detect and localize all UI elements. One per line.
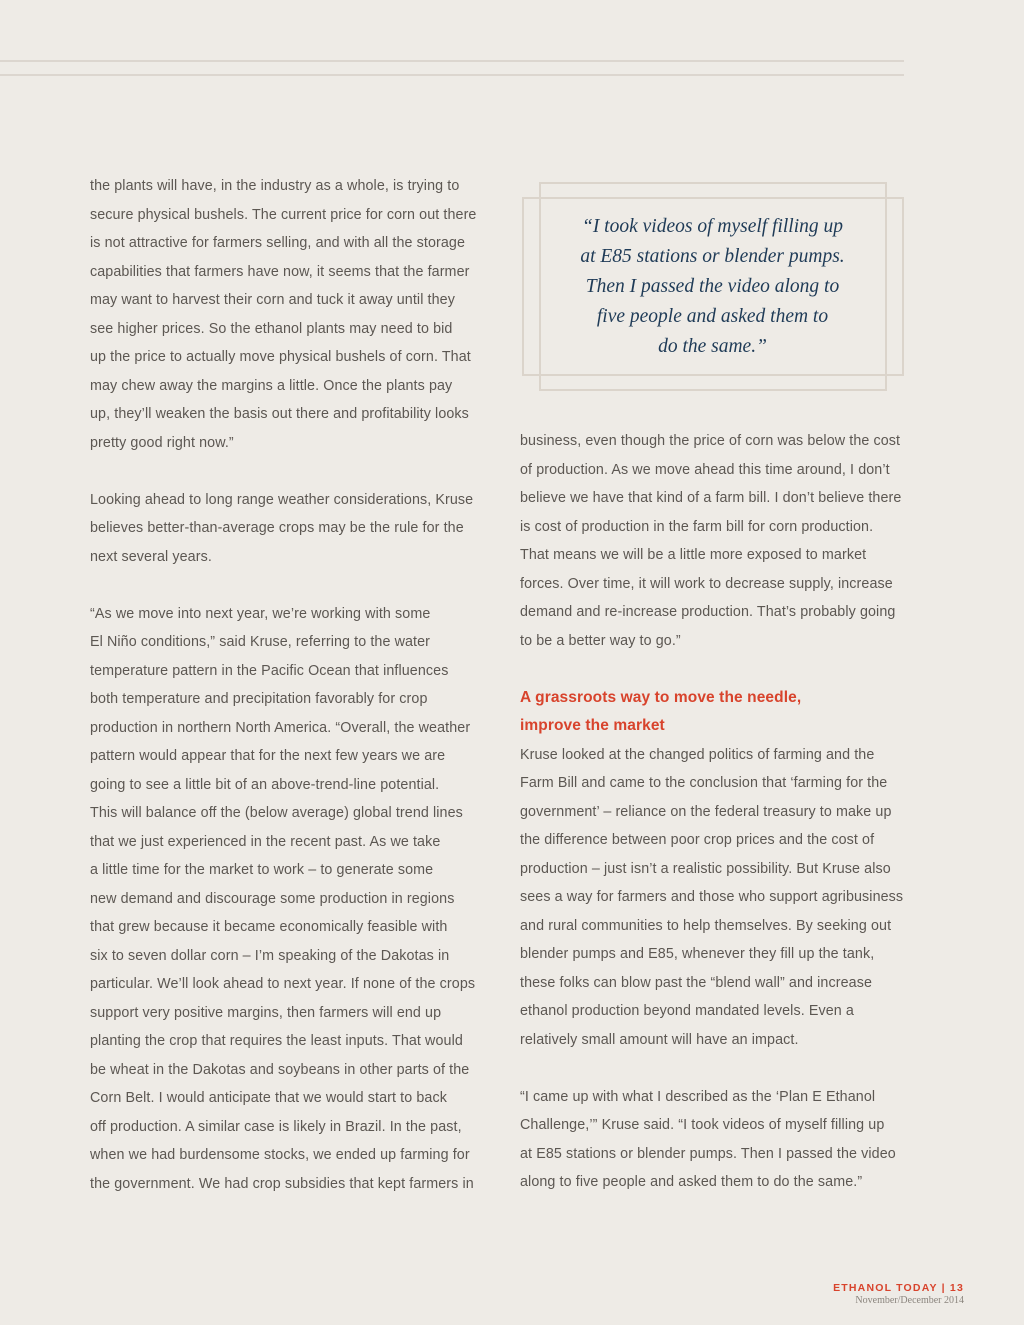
text-line: forces. Over time, it will work to decrease supply, increase — [520, 575, 893, 592]
text-line: at E85 stations or blender pumps. Then I passed the video — [520, 1145, 896, 1162]
text-line: sees a way for farmers and those who support agribusiness — [520, 889, 904, 905]
pull-quote — [540, 212, 885, 362]
text-line: “As we move into next year, we’re working with some — [90, 605, 431, 622]
text-line: see higher prices. So the ethanol plants may need to bid — [90, 320, 453, 337]
text-line: planting the crop that requires the least inputs. That would — [90, 1033, 463, 1049]
text-line: believes better-than-average crops may be the rule for the — [90, 520, 464, 536]
paragraph-gap — [520, 655, 905, 684]
text-line: Farm Bill and came to the conclusion that ‘farming for the — [520, 775, 888, 791]
pull-quote-line: do the same.” — [658, 336, 767, 357]
paragraph-gap — [90, 457, 478, 486]
text-line: particular. We’ll look ahead to next year. If none of the crops — [90, 976, 476, 992]
left-paragraph-3 — [90, 600, 478, 1199]
text-line: temperature pattern in the Pacific Ocean that influences — [90, 662, 449, 679]
header-rule-top — [0, 60, 904, 62]
text-line: the government. We had crop subsidies that kept farmers in — [90, 1175, 474, 1192]
text-line: along to five people and asked them to do the same.” — [520, 1174, 863, 1190]
section-subhead — [520, 684, 905, 741]
pull-quote-line: Then I passed the video along to — [585, 276, 840, 297]
text-line: government’ – reliance on the federal treasury to make up — [520, 803, 892, 820]
text-line: business, even though the price of corn was below the cost — [520, 433, 901, 449]
issue-date: November/December 2014 — [855, 1295, 964, 1306]
text-line: the plants will have, in the industry as a whole, is trying to — [90, 178, 460, 194]
paragraph-gap — [90, 571, 478, 600]
text-line: That means we will be a little more exposed to market — [520, 547, 867, 563]
text-line: and rural communities to help themselves. By seeking out — [520, 917, 892, 934]
text-line: going to see a little bit of an above-trend-line potential. — [90, 776, 440, 793]
text-line: pretty good right now.” — [90, 434, 234, 451]
text-line: This will balance off the (below average) global trend lines — [90, 805, 463, 821]
text-line: to be a better way to go.” — [520, 632, 681, 649]
text-line: next several years. — [90, 548, 212, 565]
text-line: capabilities that farmers have now, it seems that the farmer — [90, 263, 470, 280]
text-line: pattern would appear that for the next few years we are — [90, 748, 446, 764]
right-column — [520, 427, 905, 1197]
text-line: that we just experienced in the recent past. As we take — [90, 833, 441, 850]
text-line: up the price to actually move physical bushels of corn. That — [90, 349, 471, 365]
text-line: the difference between poor crop prices and the cost of — [520, 832, 875, 848]
text-line: both temperature and precipitation favorably for crop — [90, 691, 428, 707]
text-line: may want to harvest their corn and tuck it away until they — [90, 292, 455, 308]
header-rule-bottom — [0, 74, 904, 76]
left-column — [90, 172, 478, 1198]
text-line: six to seven dollar corn – I’m speaking of the Dakotas in — [90, 947, 450, 964]
text-line: secure physical bushels. The current price for corn out there — [90, 206, 477, 223]
text-line: Looking ahead to long range weather considerations, Kruse — [90, 491, 474, 508]
text-line: is not attractive for farmers selling, and with all the storage — [90, 235, 466, 251]
text-line: off production. A similar case is likely in Brazil. In the past, — [90, 1118, 462, 1135]
text-line: believe we have that kind of a farm bill. I don’t believe there — [520, 490, 902, 506]
subhead-line: A grassroots way to move the needle, — [520, 688, 802, 706]
text-line: these folks can blow past the “blend wall” and increase — [520, 974, 872, 991]
left-paragraph-1 — [90, 172, 478, 457]
text-line: blender pumps and E85, whenever they fill up the tank, — [520, 946, 875, 962]
text-line: relatively small amount will have an impact. — [520, 1031, 799, 1048]
text-line: demand and re-increase production. That’s probably going — [520, 604, 896, 620]
text-line: Challenge,’” Kruse said. “I took videos of myself filling up — [520, 1117, 885, 1133]
right-paragraph-3 — [520, 1083, 905, 1197]
text-line: that grew because it became economically feasible with — [90, 919, 448, 935]
text-line: support very positive margins, then farmers will end up — [90, 1004, 442, 1021]
publication-page-number: ETHANOL TODAY | 13 — [833, 1282, 964, 1294]
text-line: new demand and discourage some production in regions — [90, 890, 455, 907]
text-line: up, they’ll weaken the basis out there and profitability looks — [90, 406, 469, 422]
text-line: a little time for the market to work – to generate some — [90, 862, 434, 878]
left-paragraph-2 — [90, 486, 478, 572]
text-line: may chew away the margins a little. Once the plants pay — [90, 377, 453, 394]
paragraph-gap — [520, 1054, 905, 1083]
subhead-line: improve the market — [520, 717, 665, 734]
pull-quote-line: at E85 stations or blender pumps. — [580, 246, 845, 267]
page-folio — [833, 1282, 964, 1307]
text-line: Corn Belt. I would anticipate that we would start to back — [90, 1090, 447, 1106]
pull-quote-line: five people and asked them to — [596, 306, 829, 327]
right-paragraph-2 — [520, 741, 905, 1055]
right-paragraph-1 — [520, 427, 905, 655]
text-line: ethanol production beyond mandated levels. Even a — [520, 1003, 854, 1019]
text-line: be wheat in the Dakotas and soybeans in other parts of the — [90, 1061, 470, 1078]
text-line: when we had burdensome stocks, we ended up farming for — [90, 1147, 470, 1163]
text-line: production in northern North America. “Overall, the weather — [90, 719, 471, 736]
text-line: “I came up with what I described as the ‘Plan E Ethanol — [520, 1088, 876, 1105]
text-line: Kruse looked at the changed politics of farming and the — [520, 746, 875, 763]
text-line: is cost of production in the farm bill for corn production. — [520, 518, 874, 535]
pull-quote-line: “I took videos of myself filling up — [581, 216, 844, 237]
text-line: El Niño conditions,” said Kruse, referring to the water — [90, 634, 431, 650]
text-line: production – just isn’t a realistic possibility. But Kruse also — [520, 860, 891, 877]
text-line: of production. As we move ahead this time around, I don’t — [520, 461, 890, 478]
